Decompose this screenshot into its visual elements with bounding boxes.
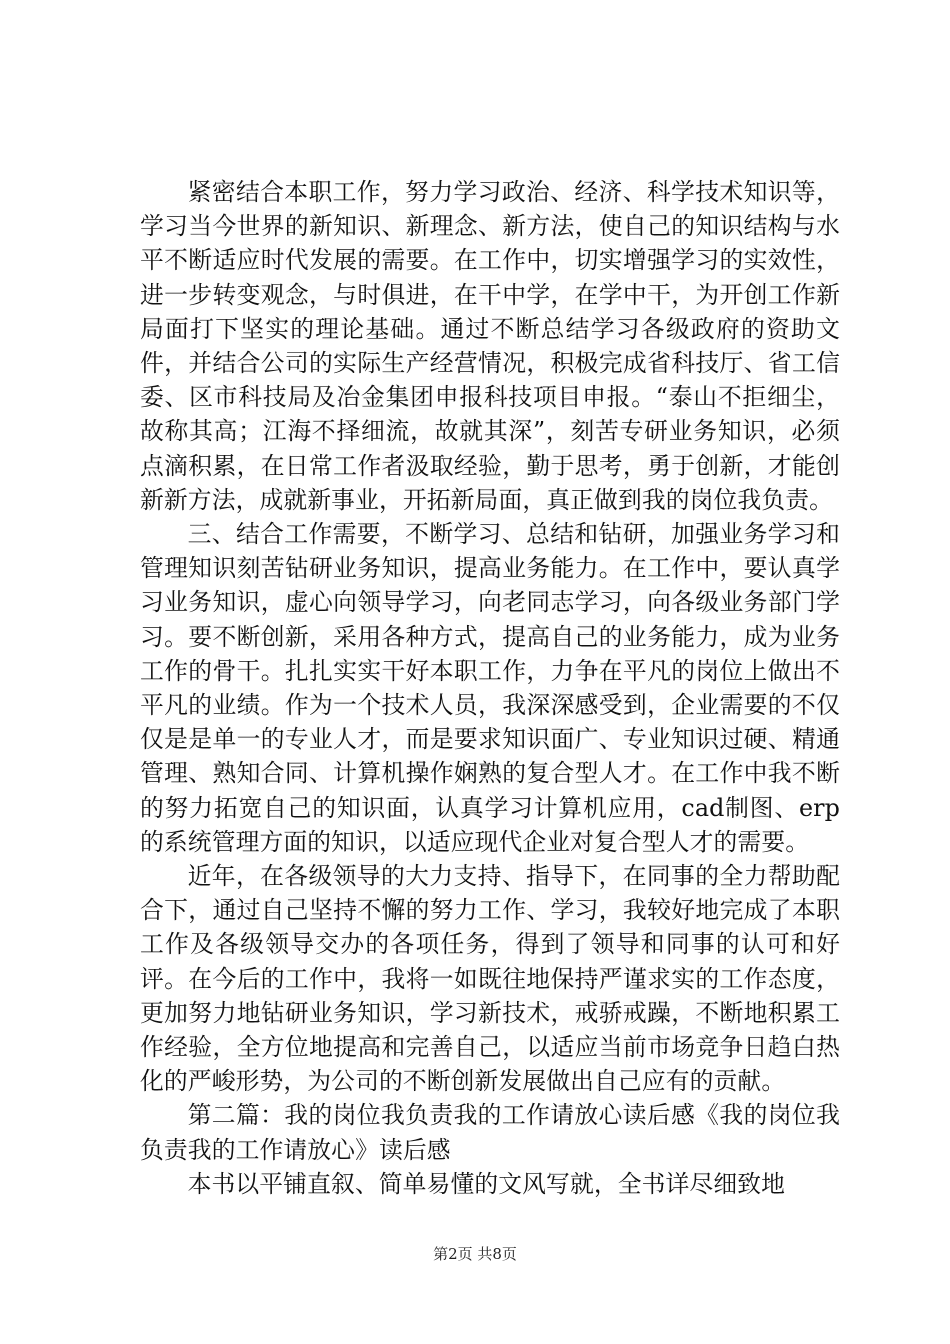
page-number-footer: 第2页 共8页: [433, 1245, 517, 1263]
document-body: [140, 175, 840, 1201]
paragraph-recent-years: 近年，在各级领导的大力支持、指导下，在同事的全力帮助配合下，通过自己坚持不懈的努力工作、学习，我较好地完成了本职工作及各级领导交办的各项任务，得到了领导和同事的认可和好评。在今后的工作中，我将一如既往地保持严谨求实的工作态度，更加努力地钻研业务知识，学习新技术，戒骄戒躁，不断地积累工作经验，全方位地提高和完善自己，以适应当前市场竞争日趋白热化的严峻形势，为公司的不断创新发展做出自己应有的贡献。: [140, 862, 840, 1096]
paragraph-study-knowledge: 紧密结合本职工作，努力学习政治、经济、科学技术知识等，学习当今世界的新知识、新理念、新方法，使自己的知识结构与水平不断适应时代发展的需要。在工作中，切实增强学习的实效性，进一步转变观念，与时俱进，在干中学，在学中干，为开创工作新局面打下坚实的理论基础。通过不断总结学习各级政府的资助文件，并结合公司的实际生产经营情况，积极完成省科技厅、省工信委、区市科技局及冶金集团申报科技项目申报。“泰山不拒细尘，故称其高；江海不择细流，故就其深”，刻苦专研业务知识，必须点滴积累，在日常工作者汲取经验，勤于思考，勇于创新，才能创新新方法，成就新事业，开拓新局面，真正做到我的岗位我负责。: [140, 178, 840, 514]
paragraph-book-intro: 本书以平铺直叙、简单易懂的文风写就，全书详尽细致地: [187, 1169, 786, 1198]
paragraph-chapter-two-heading: 第二篇：我的岗位我负责我的工作请放心读后感《我的岗位我负责我的工作请放心》读后感: [140, 1101, 840, 1164]
paragraph-section-three: 三、结合工作需要，不断学习、总结和钻研，加强业务学习和管理知识刻苦钻研业务知识，提高业务能力。在工作中，要认真学习业务知识，虚心向领导学习，向老同志学习，向各级业务部门学习。要不断创新，采用各种方式，提高自己的业务能力，成为业务工作的骨干。扎扎实实干好本职工作，力争在平凡的岗位上做出不平凡的业绩。作为一个技术人员，我深深感受到，企业需要的不仅仅是是单一的专业人才，而是要求知识面广、专业知识过硬、精通管理、熟知合同、计算机操作娴熟的复合型人才。在工作中我不断的努力拓宽自己的知识面，认真学习计算机应用，cad制图、erp的系统管理方面的知识，以适应现代企业对复合型人才的需要。: [140, 520, 840, 856]
